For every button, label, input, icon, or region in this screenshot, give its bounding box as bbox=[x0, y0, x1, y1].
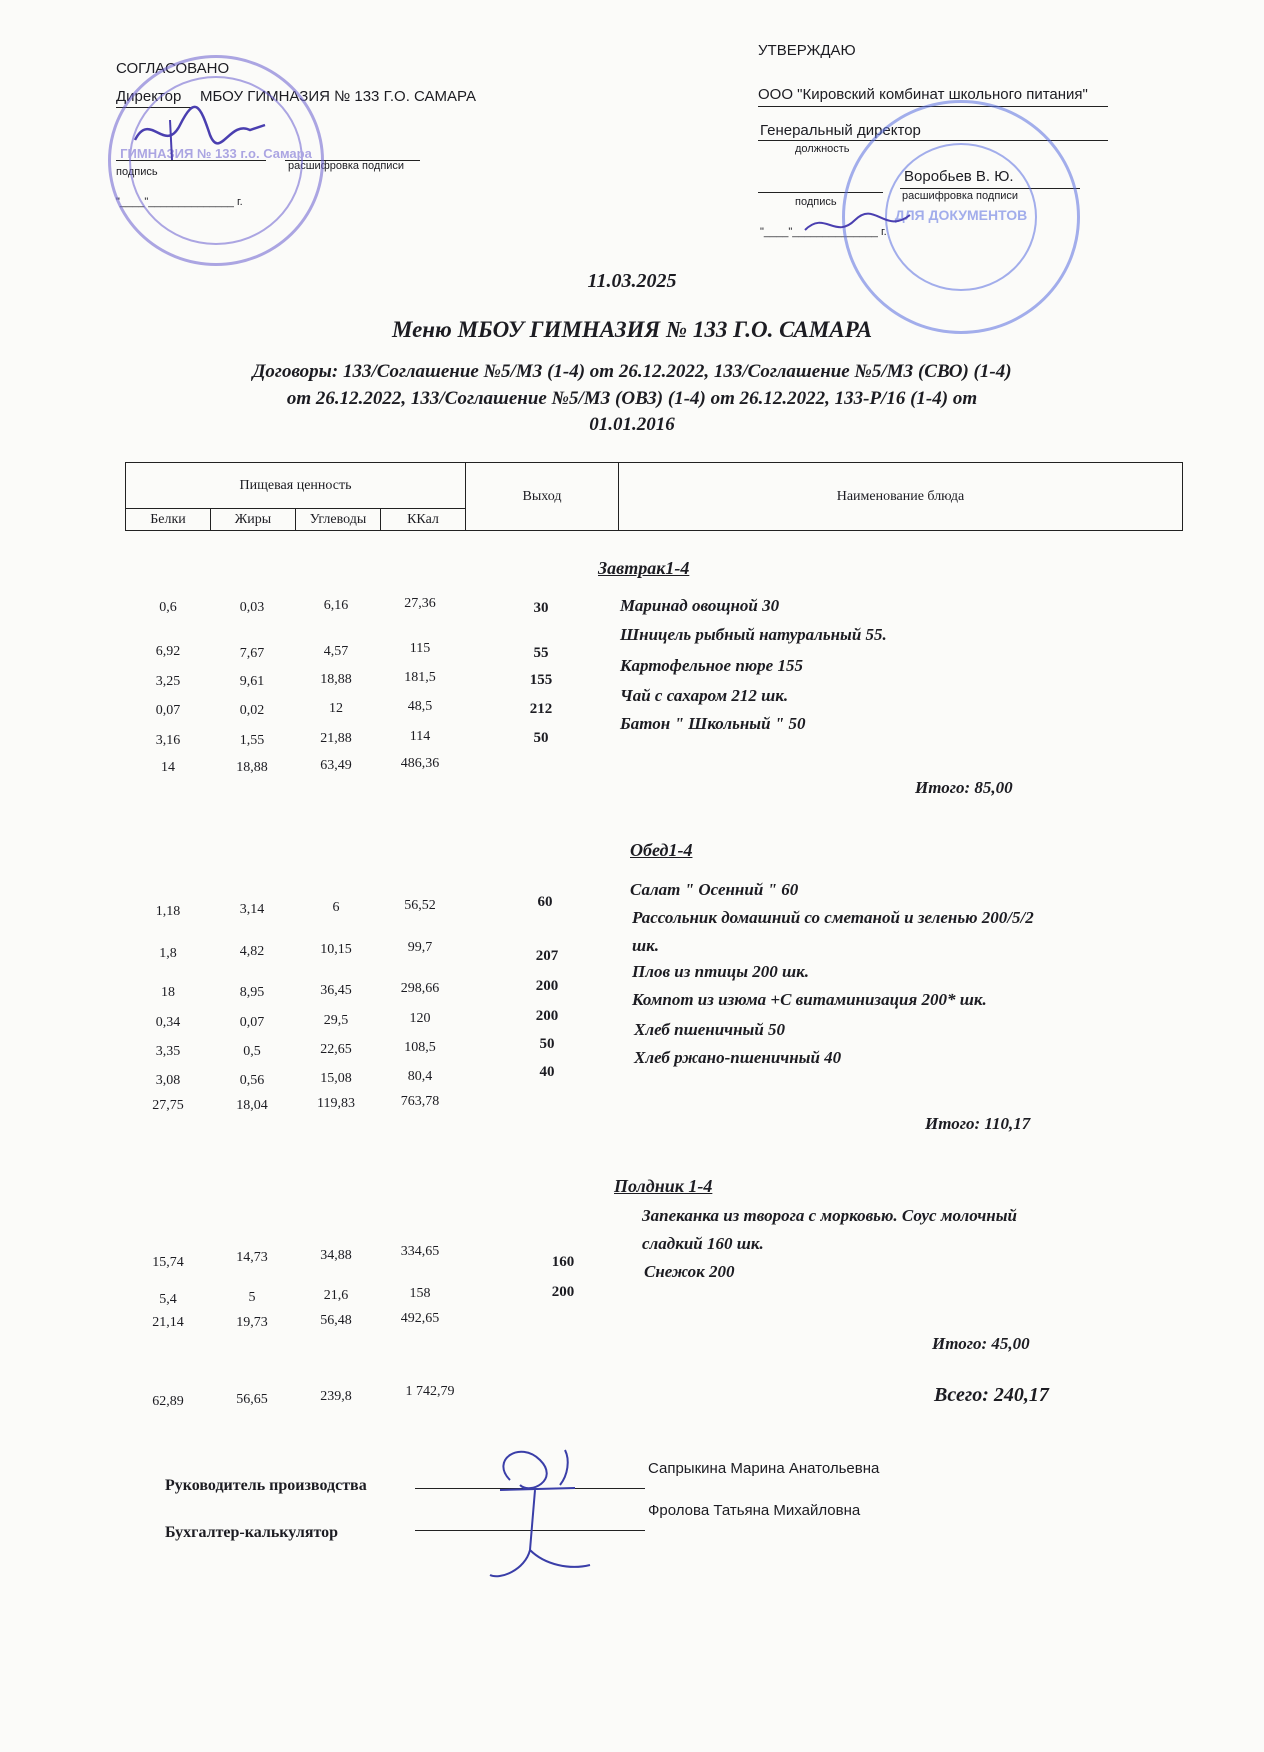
accountant-role: Бухгалтер-калькулятор bbox=[165, 1524, 339, 1541]
cell-carbs: 21,88 bbox=[320, 731, 352, 746]
sum-kcal: 492,65 bbox=[400, 1311, 440, 1326]
cell-carbs: 36,45 bbox=[320, 983, 352, 998]
cell-fats: 4,82 bbox=[239, 944, 265, 959]
cell-output: 55 bbox=[533, 645, 549, 661]
snack-total: Итого: 45,00 bbox=[932, 1334, 1030, 1353]
section-snack: Полдник 1-4 bbox=[614, 1176, 713, 1196]
cell-output: 50 bbox=[539, 1036, 555, 1052]
sum-kcal: 486,36 bbox=[400, 756, 440, 771]
header-nutrition: Пищевая ценность bbox=[126, 463, 466, 509]
header-fats: Жиры bbox=[211, 509, 296, 531]
sum-fats: 19,73 bbox=[236, 1315, 268, 1330]
sum-fats: 18,04 bbox=[236, 1098, 268, 1113]
cell-carbs: 6 bbox=[332, 900, 340, 915]
cell-fats: 0,56 bbox=[239, 1073, 265, 1088]
cell-output: 200 bbox=[551, 1284, 575, 1300]
dish-name: Картофельное пюре 155 bbox=[620, 656, 803, 675]
sum-fats: 18,88 bbox=[236, 760, 268, 775]
cell-kcal: 80,4 bbox=[407, 1069, 433, 1084]
cell-kcal: 27,36 bbox=[404, 596, 436, 611]
cell-carbs: 22,65 bbox=[320, 1042, 352, 1057]
cell-output: 60 bbox=[537, 894, 553, 910]
cell-output: 40 bbox=[539, 1064, 555, 1080]
cell-output: 30 bbox=[533, 600, 549, 616]
cell-proteins: 3,25 bbox=[155, 674, 181, 689]
director-signature bbox=[130, 100, 270, 170]
cell-kcal: 115 bbox=[409, 641, 431, 656]
cell-output: 200 bbox=[535, 1008, 559, 1024]
dish-name: Хлеб пшеничный 50 bbox=[634, 1020, 786, 1039]
cell-output: 212 bbox=[529, 701, 553, 717]
cell-kcal: 48,5 bbox=[407, 699, 433, 714]
menu-date: 11.03.2025 bbox=[587, 270, 677, 292]
cell-proteins: 6,92 bbox=[155, 644, 181, 659]
lunch-total: Итого: 110,17 bbox=[925, 1114, 1031, 1133]
accountant-name: Фролова Татьяна Михайловна bbox=[648, 1502, 861, 1519]
cell-kcal: 158 bbox=[409, 1286, 431, 1301]
cell-carbs: 34,88 bbox=[320, 1248, 352, 1263]
approval-left-role: Директор bbox=[116, 88, 182, 105]
grand-proteins: 62,89 bbox=[152, 1394, 184, 1409]
cell-proteins: 3,08 bbox=[155, 1073, 181, 1088]
cell-kcal: 99,7 bbox=[407, 940, 433, 955]
dish-name: Хлеб ржано-пшеничный 40 bbox=[634, 1048, 842, 1067]
cell-proteins: 0,07 bbox=[155, 703, 181, 718]
cell-kcal: 181,5 bbox=[404, 670, 436, 685]
production-head-role: Руководитель производства bbox=[165, 1477, 367, 1494]
cell-proteins: 5,4 bbox=[159, 1292, 177, 1307]
dish-name: Рассольник домашний со сметаной и зеленью 200/5/2 bbox=[632, 908, 1034, 927]
cell-output: 207 bbox=[535, 948, 559, 964]
cell-output: 155 bbox=[529, 672, 553, 688]
cell-output: 50 bbox=[533, 730, 549, 746]
sum-carbs: 63,49 bbox=[320, 758, 352, 773]
dish-name: Шницель рыбный натуральный 55. bbox=[620, 625, 887, 644]
section-lunch: Обед1-4 bbox=[630, 840, 693, 860]
cell-proteins: 3,35 bbox=[155, 1044, 181, 1059]
dish-name: Батон " Школьный " 50 bbox=[620, 714, 806, 733]
cell-fats: 0,03 bbox=[239, 600, 265, 615]
dish-name: Маринад овощной 30 bbox=[620, 596, 780, 615]
cell-fats: 5 bbox=[248, 1290, 256, 1305]
sum-proteins: 21,14 bbox=[152, 1315, 184, 1330]
contracts-line-1: Договоры: 133/Соглашение №5/МЗ (1-4) от 26.12.2022, 133/Соглашение №5/МЗ (СВО) (1-4) bbox=[252, 361, 1012, 382]
dish-name: Плов из птицы 200 шк. bbox=[632, 962, 810, 981]
cell-proteins: 18 bbox=[161, 985, 175, 1000]
cell-kcal: 120 bbox=[409, 1011, 431, 1026]
approval-right-role: Генеральный директор bbox=[760, 122, 921, 139]
approval-left-date: "____"______________ г. bbox=[116, 196, 243, 208]
approval-right-heading: УТВЕРЖДАЮ bbox=[758, 42, 856, 59]
cell-fats: 0,5 bbox=[243, 1044, 261, 1059]
dish-name-cont: сладкий 160 шк. bbox=[642, 1234, 764, 1253]
sum-proteins: 27,75 bbox=[152, 1098, 184, 1113]
production-head-name: Сапрыкина Марина Анатольевна bbox=[648, 1460, 880, 1477]
approval-left-sign-caption: подпись bbox=[116, 166, 158, 178]
cell-carbs: 21,6 bbox=[323, 1288, 349, 1303]
cell-kcal: 298,66 bbox=[400, 981, 440, 996]
cell-fats: 0,02 bbox=[239, 703, 265, 718]
cell-fats: 14,73 bbox=[236, 1250, 268, 1265]
approval-right-date: "____"______________ г. bbox=[760, 226, 887, 238]
grand-kcal: 1 742,79 bbox=[405, 1384, 455, 1399]
approval-right-decode-caption: расшифровка подписи bbox=[902, 190, 1019, 202]
cell-output: 160 bbox=[551, 1254, 575, 1270]
approval-left-decode-caption: расшифровка подписи bbox=[288, 160, 405, 172]
header-proteins: Белки bbox=[126, 509, 211, 531]
dish-name: Салат " Осенний " 60 bbox=[630, 880, 799, 899]
ceo-signature bbox=[800, 200, 920, 250]
cell-carbs: 12 bbox=[329, 701, 343, 716]
cell-proteins: 0,34 bbox=[155, 1015, 181, 1030]
cell-fats: 0,07 bbox=[239, 1015, 265, 1030]
cell-carbs: 18,88 bbox=[320, 672, 352, 687]
cell-proteins: 15,74 bbox=[152, 1255, 184, 1270]
approval-right-signer: Воробьев В. Ю. bbox=[904, 168, 1014, 185]
cell-proteins: 3,16 bbox=[155, 733, 181, 748]
grand-total: Всего: 240,17 bbox=[934, 1384, 1049, 1406]
cell-fats: 1,55 bbox=[239, 733, 265, 748]
sum-carbs: 119,83 bbox=[317, 1096, 355, 1111]
approval-left-org: МБОУ ГИМНАЗИЯ № 133 Г.О. САМАРА bbox=[200, 88, 477, 105]
cell-output: 200 bbox=[535, 978, 559, 994]
header-output: Выход bbox=[466, 463, 619, 531]
approval-right-sign-caption: подпись bbox=[795, 196, 837, 208]
sum-kcal: 763,78 bbox=[400, 1094, 440, 1109]
sum-carbs: 56,48 bbox=[320, 1313, 352, 1328]
contracts-line-3: 01.01.2016 bbox=[589, 414, 675, 435]
sum-proteins: 14 bbox=[161, 760, 175, 775]
grand-fats: 56,65 bbox=[236, 1392, 268, 1407]
header-kcal: ККал bbox=[381, 509, 466, 531]
dish-name-cont: шк. bbox=[632, 936, 660, 955]
contracts-line-2: от 26.12.2022, 133/Соглашение №5/МЗ (ОВЗ) (1-4) от 26.12.2022, 133-Р/16 (1-4) от bbox=[286, 388, 978, 409]
dish-name: Компот из изюма +С витаминизация 200* шк. bbox=[632, 990, 987, 1009]
menu-table-header bbox=[125, 462, 1183, 531]
cell-proteins: 1,18 bbox=[155, 904, 181, 919]
section-breakfast: Завтрак1-4 bbox=[598, 558, 690, 578]
cell-fats: 9,61 bbox=[239, 674, 265, 689]
cell-fats: 7,67 bbox=[239, 646, 265, 661]
cell-carbs: 10,15 bbox=[320, 942, 352, 957]
cell-kcal: 114 bbox=[409, 729, 431, 744]
cell-kcal: 56,52 bbox=[404, 898, 436, 913]
cell-carbs: 29,5 bbox=[323, 1013, 349, 1028]
cell-proteins: 1,8 bbox=[159, 946, 177, 961]
dish-name: Снежок 200 bbox=[644, 1262, 735, 1281]
breakfast-total: Итого: 85,00 bbox=[915, 778, 1013, 797]
menu-title: Меню МБОУ ГИМНАЗИЯ № 133 Г.О. САМАРА bbox=[391, 317, 873, 342]
grand-carbs: 239,8 bbox=[320, 1389, 352, 1404]
right-stamp-text: ДЛЯ ДОКУМЕНТОВ bbox=[894, 207, 1028, 223]
cell-carbs: 15,08 bbox=[320, 1071, 352, 1086]
dish-name: Запеканка из творога с морковью. Соус молочный bbox=[642, 1206, 1017, 1225]
header-carbs: Углеводы bbox=[296, 509, 381, 531]
cell-carbs: 4,57 bbox=[323, 644, 349, 659]
cell-fats: 3,14 bbox=[239, 902, 265, 917]
header-dish-name: Наименование блюда bbox=[619, 463, 1183, 531]
cell-kcal: 334,65 bbox=[400, 1244, 440, 1259]
cell-kcal: 108,5 bbox=[404, 1040, 436, 1055]
approval-right-org: ООО "Кировский комбинат школьного питания" bbox=[758, 86, 1088, 103]
cell-fats: 8,95 bbox=[239, 985, 265, 1000]
approval-right-role-caption: должность bbox=[795, 143, 850, 155]
cell-proteins: 0,6 bbox=[159, 600, 177, 615]
cell-carbs: 6,16 bbox=[323, 598, 349, 613]
approval-left-heading: СОГЛАСОВАНО bbox=[116, 60, 230, 77]
left-stamp-text: ГИМНАЗИЯ № 133 г.о. Самара bbox=[120, 146, 312, 161]
dish-name: Чай с сахаром 212 шк. bbox=[620, 686, 789, 705]
production-signature bbox=[480, 1440, 600, 1590]
